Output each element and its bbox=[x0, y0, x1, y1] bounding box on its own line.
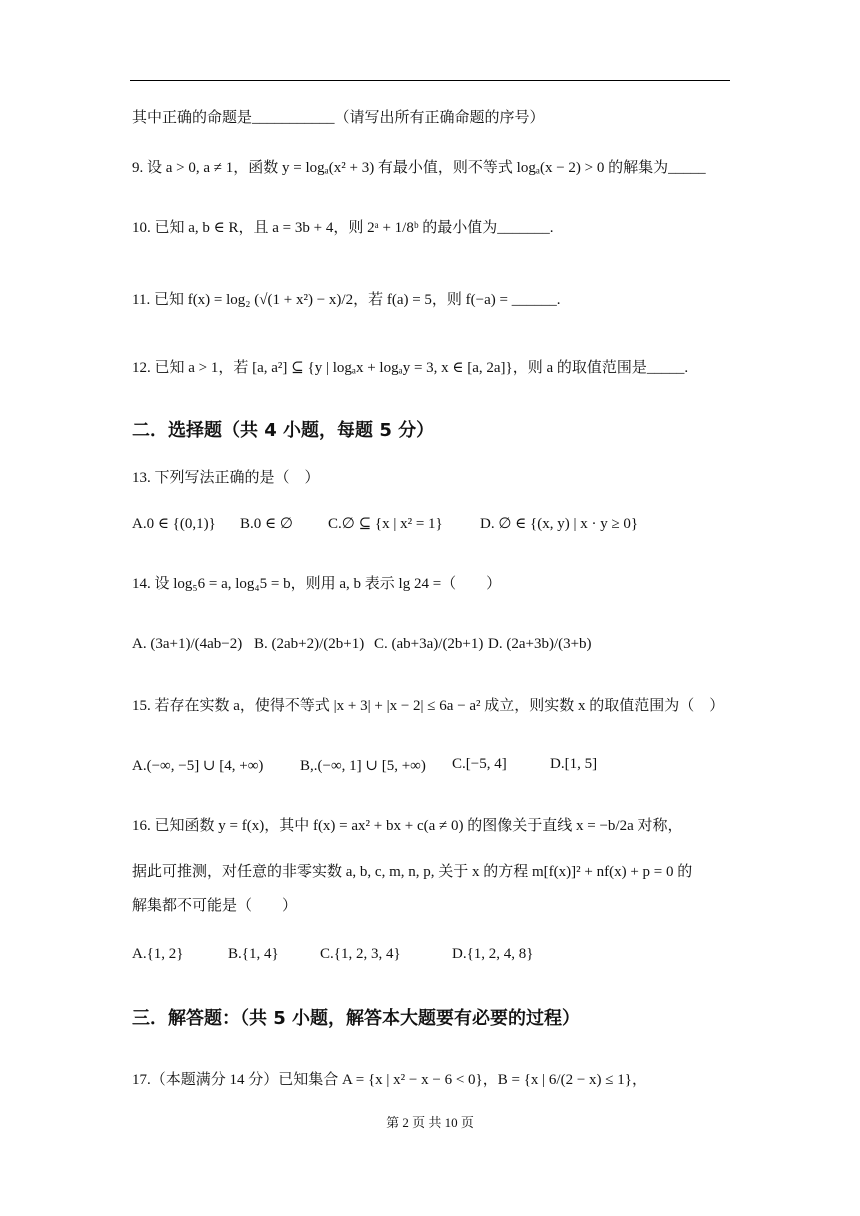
option-d: D.[1, 5] bbox=[550, 756, 598, 772]
question-16-line-2: 据此可推测，对任意的非零实数 a, b, c, m, n, p, 关于 x 的方程 m[f(x)]² + nf(x) + p = 0 的 bbox=[132, 864, 693, 880]
question-10: 10. 已知 a, b ∈ R，且 a = 3b + 4，则 2ᵃ + 1/8ᵇ 的最小值为_______. bbox=[132, 220, 554, 236]
option-c: C. (ab+3a)/(2b+1) bbox=[374, 636, 484, 652]
question-16-line-1: 16. 已知函数 y = f(x)，其中 f(x) = ax² + bx + c(a ≠ 0) 的图像关于直线 x = −b/2a 对称， bbox=[132, 818, 683, 834]
option-a: A. (3a+1)/(4ab−2) bbox=[132, 636, 243, 652]
option-c: C.[−5, 4] bbox=[452, 756, 507, 772]
question-14: 14. 设 log₅6 = a, log₄5 = b，则用 a, b 表示 lg 24 =（ ） bbox=[132, 576, 502, 592]
page-footer: 第 2 页 共 10 页 bbox=[386, 1115, 474, 1130]
option-d: D. (2a+3b)/(3+b) bbox=[488, 636, 592, 652]
option-d: D. ∅ ∈ {(x, y) | x · y ≥ 0} bbox=[480, 516, 639, 532]
option-d: D.{1, 2, 4, 8} bbox=[452, 946, 534, 962]
section-2-heading: 二．选择题（共 4 小题，每题 5 分） bbox=[132, 420, 435, 441]
question-12: 12. 已知 a > 1，若 [a, a²] ⊆ {y | logₐx + logₐy = 3, x ∈ [a, 2a]}，则 a 的取值范围是_____. bbox=[132, 360, 689, 376]
question-16-line-3: 解集都不可能是（ ） bbox=[132, 898, 298, 914]
question-15: 15. 若存在实数 a，使得不等式 |x + 3| + |x − 2| ≤ 6a − a² 成立，则实数 x 的取值范围为（ ） bbox=[132, 698, 725, 714]
question-17: 17.（本题满分 14 分）已知集合 A = {x | x² − x − 6 < 0}，B = {x | 6/(2 − x) ≤ 1}， bbox=[132, 1072, 647, 1088]
question-9: 9. 设 a > 0, a ≠ 1，函数 y = logₐ(x² + 3) 有最小值，则不等式 logₐ(x − 2) > 0 的解集为_____ bbox=[132, 160, 706, 176]
section-3-heading: 三．解答题：（共 5 小题，解答本大题要有必要的过程） bbox=[132, 1008, 581, 1029]
option-c: C.∅ ⊆ {x | x² = 1} bbox=[328, 516, 443, 532]
intro-line: 其中正确的命题是___________（请写出所有正确命题的序号） bbox=[132, 110, 545, 126]
header-rule bbox=[130, 80, 730, 81]
option-b: B.{1, 4} bbox=[228, 946, 279, 962]
option-a: A.(−∞, −5] ∪ [4, +∞) bbox=[132, 758, 264, 774]
option-b: B.0 ∈ ∅ bbox=[240, 516, 293, 532]
option-b: B,.(−∞, 1] ∪ [5, +∞) bbox=[300, 758, 426, 774]
option-b: B. (2ab+2)/(2b+1) bbox=[254, 636, 365, 652]
option-a: A.0 ∈ {(0,1)} bbox=[132, 516, 216, 532]
option-c: C.{1, 2, 3, 4} bbox=[320, 946, 401, 962]
question-13: 13. 下列写法正确的是（ ） bbox=[132, 470, 320, 486]
option-a: A.{1, 2} bbox=[132, 946, 184, 962]
question-11: 11. 已知 f(x) = log₂ (√(1 + x²) − x)/2，若 f(a) = 5，则 f(−a) = ______. bbox=[132, 292, 561, 308]
